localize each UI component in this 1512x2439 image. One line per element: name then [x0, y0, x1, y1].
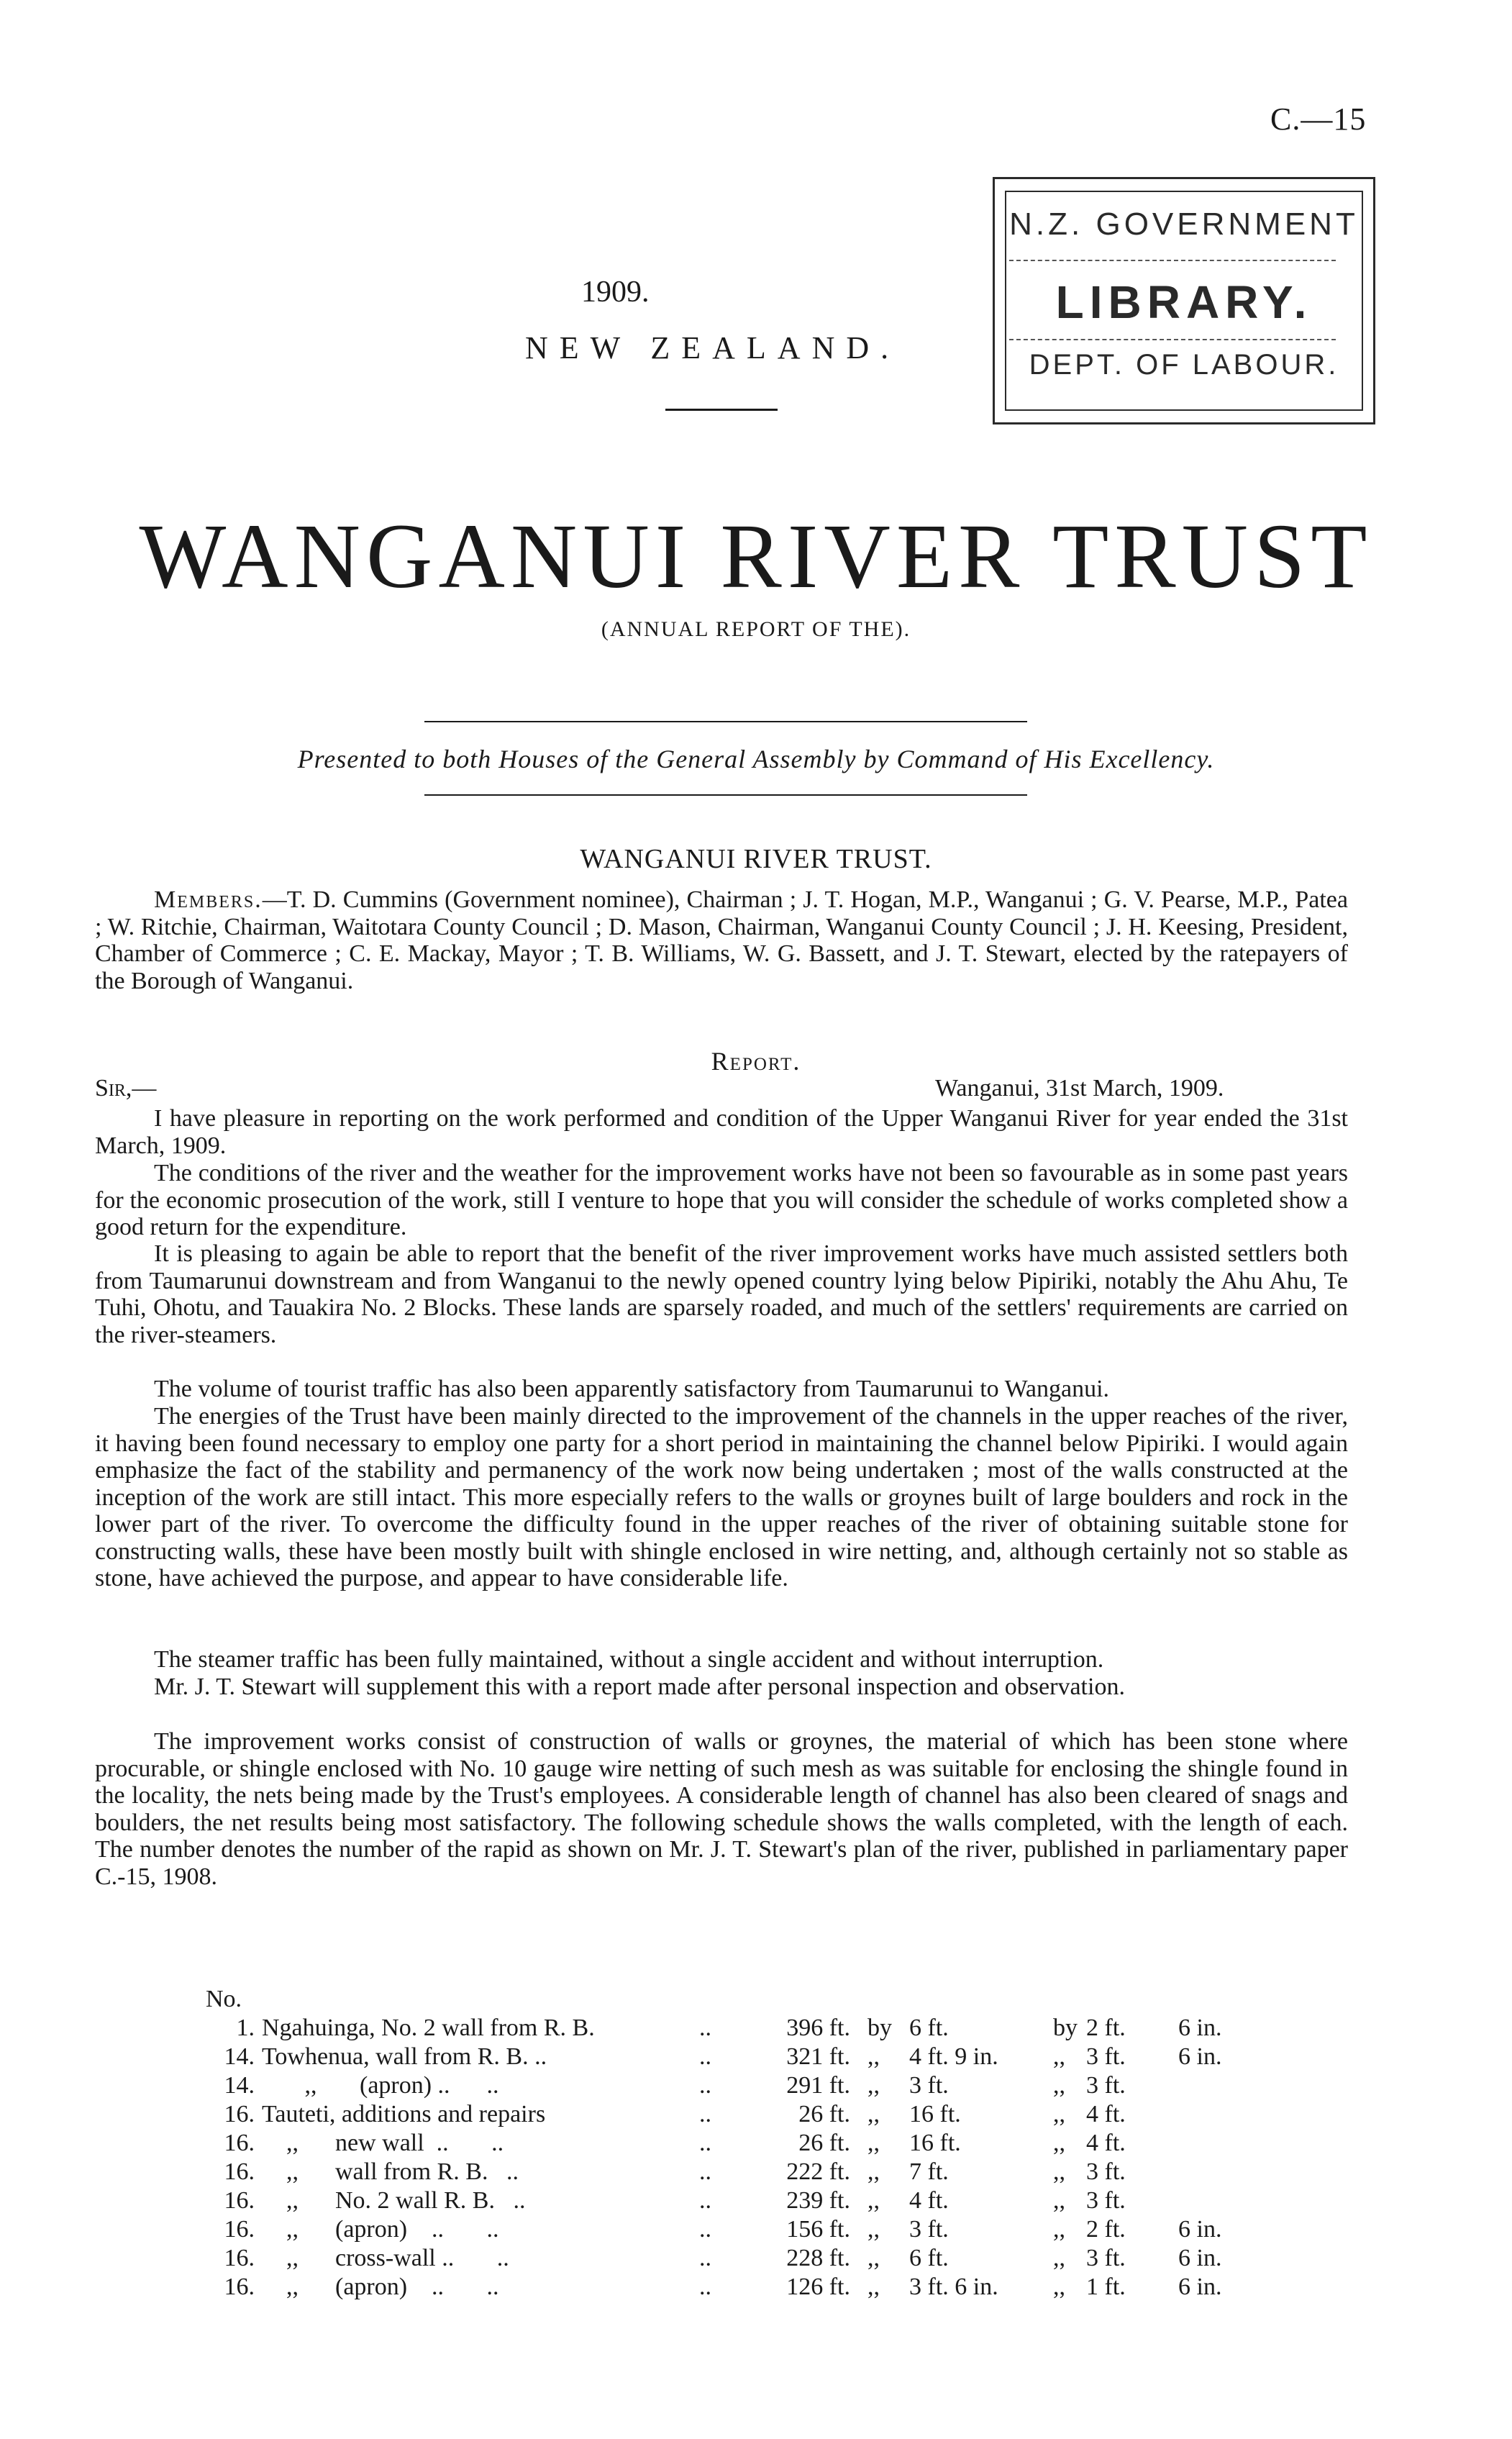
schedule-depth-inches: 6 in.: [1178, 2216, 1222, 2243]
salutation: Sir,—: [95, 1075, 157, 1102]
schedule-width: 4 ft.: [909, 2187, 949, 2214]
schedule-width: 6 ft.: [909, 2015, 949, 2041]
schedule-by: ,,: [867, 2245, 880, 2271]
schedule-by: ,,: [867, 2216, 880, 2243]
schedule-depth: 3 ft.: [1086, 2158, 1126, 2185]
schedule-leader: ..: [699, 2072, 711, 2099]
paragraph-6: The steamer traffic has been fully maintained, without a single accident and without interruption.: [154, 1646, 1104, 1673]
schedule-length: 126 ft.: [786, 2274, 850, 2300]
paragraph-7: Mr. J. T. Stewart will supplement this with a report made after personal inspection and observation.: [154, 1673, 1125, 1700]
short-divider: [665, 409, 778, 411]
members-label: Members.: [154, 886, 263, 913]
schedule-number: 16.: [224, 2245, 255, 2271]
schedule-length: 228 ft.: [786, 2245, 850, 2271]
library-stamp: [993, 177, 1375, 424]
schedule-by: ,,: [1053, 2072, 1065, 2099]
paragraph-5: The energies of the Trust have been mainly directed to the improvement of the channels in the upper reaches of the river, it having been found necessary to employ one party for a short period in maintaining the channel below Pipiriki. I would again emphasize the fact of the stability and permanency of the work now being undertaken ; most of the walls constructed at the inception of the work are still intact. This more especially refers to the walls or groynes built of large boulders and rock in the lower part of the river. To overcome the difficulty found in the upper reaches of the river of obtaining suitable stone for constructing walls, these have been mostly built with shingle enclosed in wire netting, and, although certainly not so stable as stone, have achieved the purpose, and appear to have considerable life.: [95, 1403, 1348, 1591]
schedule-leader: ..: [699, 2216, 711, 2243]
schedule-number: 16.: [224, 2101, 255, 2127]
presented-line: Presented to both Houses of the General Assembly by Command of His Excellency.: [297, 745, 1215, 773]
schedule-by: ,,: [1053, 2245, 1065, 2271]
schedule-number: 16.: [224, 2187, 255, 2214]
schedule-length: 222 ft.: [786, 2158, 850, 2185]
schedule-location: ,, (apron) .. ..: [262, 2216, 499, 2243]
stamp-line-1: N.Z. GOVERNMENT: [1009, 206, 1359, 242]
paragraph-4: The volume of tourist traffic has also been apparently satisfactory from Taumarunui to Wanganui.: [154, 1376, 1110, 1402]
schedule-length: 291 ft.: [786, 2072, 850, 2099]
schedule-header: No.: [206, 1986, 242, 2012]
schedule-width: 3 ft.: [909, 2072, 949, 2099]
schedule-location: Tauteti, additions and repairs: [262, 2101, 546, 2127]
schedule-by: ,,: [867, 2101, 880, 2127]
schedule-width: 7 ft.: [909, 2158, 949, 2185]
schedule-location: ,, (apron) .. ..: [262, 2072, 499, 2099]
schedule-number: 16.: [224, 2216, 255, 2243]
paragraph-3: It is pleasing to again be able to report that the benefit of the river improvement works have much assisted settlers both from Taumarunui downstream and from Wanganui to the newly opened country lying below Pipiriki, notably the Ahu Ahu, Te Tuhi, Ohotu, and Tauakira No. 2 Blocks. These lands are sparsely roaded, and much of the settlers' requirements are carried on the river-steamers.: [95, 1240, 1348, 1348]
schedule-by: by: [867, 2015, 892, 2041]
schedule-depth: 2 ft.: [1086, 2216, 1126, 2243]
schedule-by: ,,: [1053, 2158, 1065, 2185]
schedule-leader: ..: [699, 2043, 711, 2070]
schedule-by: ,,: [1053, 2043, 1065, 2070]
schedule-by: ,,: [1053, 2101, 1065, 2127]
schedule-number: 16.: [224, 2130, 255, 2156]
place-date: Wanganui, 31st March, 1909.: [935, 1075, 1224, 1102]
schedule-depth: 4 ft.: [1086, 2101, 1126, 2127]
schedule-location: Towhenua, wall from R. B. ..: [262, 2043, 547, 2070]
schedule-length: 396 ft.: [786, 2015, 850, 2041]
country-heading: NEW ZEALAND.: [525, 330, 901, 365]
schedule-location: ,, No. 2 wall R. B. ..: [262, 2187, 526, 2214]
schedule-by: ,,: [1053, 2187, 1065, 2214]
schedule-by: ,,: [1053, 2216, 1065, 2243]
schedule-width: 4 ft. 9 in.: [909, 2043, 998, 2070]
document-title: WANGANUI RIVER TRUST: [139, 505, 1373, 607]
paragraph-1: I have pleasure in reporting on the work performed and condition of the Upper Wanganui River for year ended the 31st March, 1909.: [95, 1105, 1348, 1159]
schedule-leader: ..: [699, 2274, 711, 2300]
schedule-by: by: [1053, 2015, 1078, 2041]
document-reference: C.—15: [1270, 101, 1367, 137]
schedule-depth-inches: 6 in.: [1178, 2015, 1222, 2041]
report-heading: Report.: [711, 1047, 801, 1076]
schedule-by: ,,: [867, 2187, 880, 2214]
schedule-length: 321 ft.: [786, 2043, 850, 2070]
paragraph-8: The improvement works consist of construction of walls or groynes, the material of which has been stone where procurable, or shingle enclosed with No. 10 gauge wire netting of such mesh as was suitable for enclosing the shingle found in the locality, the nets being made by the Trust's employees. A considerable length of channel has also been cleared of snags and boulders, the net results being most satisfactory. The following schedule shows the walls completed, with the length of each. The number denotes the number of the rapid as shown on Mr. J. T. Stewart's plan of the river, published in parliamentary paper C.-15, 1908.: [95, 1728, 1348, 1890]
publication-year: 1909.: [581, 276, 650, 309]
schedule-leader: ..: [699, 2130, 711, 2156]
members-text: —T. D. Cummins (Government nominee), Chairman ; J. T. Hogan, M.P., Wanganui ; G. V. Pearse, M.P., Patea ; W. Ritchie, Chairman, Waitotara County Council ; D. Mason, Chairman, Wanganui County Council ; J. H. Keesing, President, Chamber of Commerce ; C. E. Mackay, Mayor ; T. B. Williams, W. G. Bassett, and J. T. Stewart, elected by the ratepayers of the Borough of Wanganui.: [95, 886, 1348, 994]
schedule-number: 14.: [224, 2043, 255, 2070]
schedule-depth: 3 ft.: [1086, 2043, 1126, 2070]
schedule-by: ,,: [867, 2130, 880, 2156]
schedule-leader: ..: [699, 2187, 711, 2214]
stamp-line-2: LIBRARY.: [1055, 276, 1313, 328]
schedule-number: 1.: [236, 2015, 255, 2041]
schedule-depth: 3 ft.: [1086, 2187, 1126, 2214]
document-subtitle: (ANNUAL REPORT OF THE).: [601, 617, 911, 641]
schedule-location: ,, (apron) .. ..: [262, 2274, 499, 2300]
schedule-depth: 2 ft.: [1086, 2015, 1126, 2041]
schedule-depth: 1 ft.: [1086, 2274, 1126, 2300]
section-heading: WANGANUI RIVER TRUST.: [580, 844, 932, 874]
schedule-location: ,, cross-wall .. ..: [262, 2245, 509, 2271]
stamp-separator: [1009, 260, 1336, 261]
schedule-width: 3 ft.: [909, 2216, 949, 2243]
schedule-depth-inches: 6 in.: [1178, 2245, 1222, 2271]
divider-bottom: [424, 794, 1027, 796]
schedule-number: 16.: [224, 2274, 255, 2300]
paragraph-2: The conditions of the river and the weather for the improvement works have not been so favourable as in some past years for the economic prosecution of the work, still I venture to hope that you will consider the schedule of works completed show a good return for the expenditure.: [95, 1160, 1348, 1240]
schedule-by: ,,: [867, 2274, 880, 2300]
schedule-width: 3 ft. 6 in.: [909, 2274, 998, 2300]
schedule-by: ,,: [1053, 2274, 1065, 2300]
schedule-by: ,,: [867, 2043, 880, 2070]
schedule-leader: ..: [699, 2015, 711, 2041]
schedule-leader: ..: [699, 2245, 711, 2271]
schedule-location: ,, new wall .. ..: [262, 2130, 504, 2156]
schedule-depth-inches: 6 in.: [1178, 2274, 1222, 2300]
stamp-separator: [1009, 339, 1336, 340]
schedule-length: 26 ft.: [798, 2101, 850, 2127]
schedule-depth: 3 ft.: [1086, 2072, 1126, 2099]
schedule-number: 14.: [224, 2072, 255, 2099]
schedule-leader: ..: [699, 2158, 711, 2185]
schedule-number: 16.: [224, 2158, 255, 2185]
members-paragraph: [95, 886, 1348, 994]
schedule-depth-inches: 6 in.: [1178, 2043, 1222, 2070]
schedule-depth: 4 ft.: [1086, 2130, 1126, 2156]
schedule-by: ,,: [867, 2072, 880, 2099]
schedule-depth: 3 ft.: [1086, 2245, 1126, 2271]
schedule-by: ,,: [867, 2158, 880, 2185]
schedule-location: Ngahuinga, No. 2 wall from R. B.: [262, 2015, 595, 2041]
schedule-width: 16 ft.: [909, 2130, 961, 2156]
schedule-location: ,, wall from R. B. ..: [262, 2158, 519, 2185]
divider-top: [424, 721, 1027, 722]
schedule-length: 26 ft.: [798, 2130, 850, 2156]
schedule-width: 16 ft.: [909, 2101, 961, 2127]
schedule-leader: ..: [699, 2101, 711, 2127]
schedule-length: 239 ft.: [786, 2187, 850, 2214]
schedule-width: 6 ft.: [909, 2245, 949, 2271]
schedule-by: ,,: [1053, 2130, 1065, 2156]
schedule-length: 156 ft.: [786, 2216, 850, 2243]
stamp-line-3: DEPT. OF LABOUR.: [1029, 349, 1339, 381]
